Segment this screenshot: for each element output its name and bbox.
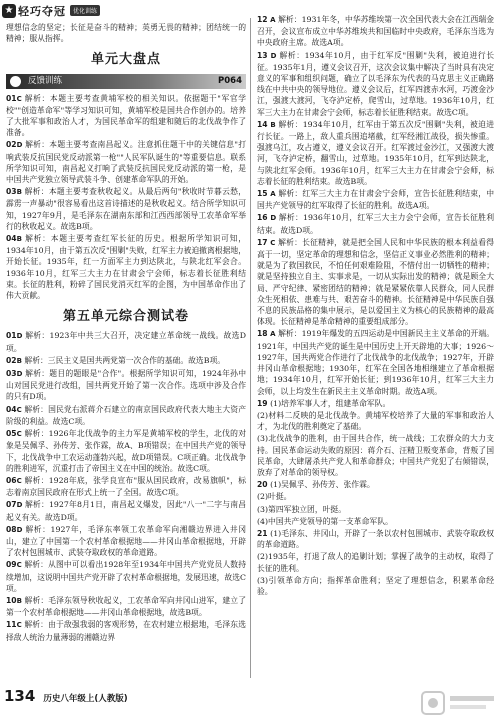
sub-answer: (3)第四军独立团，叶挺。 — [257, 504, 347, 514]
intro-text: 理想信念的坚定；长征是奋斗的精神；英勇无畏的精神；团结统一的精神；服从指挥。 — [6, 23, 246, 44]
answer-item-19: 19 (1)培养军事人才，组建革命军队。 — [257, 398, 391, 408]
answer-item: 02B 解析：三民主义是国共两党第一次合作的基础。故选B项。 — [6, 355, 226, 365]
answer-list-b — [6, 330, 246, 642]
logo-text: 轻巧夺冠 — [18, 4, 66, 18]
sub-answer: (3)北伐战争的胜利，由于国共合作，统一战线；工农群众的大力支持。国民革命运动失败的原因：蒋介石、汪精卫叛变革命，背叛了国民革命，大肆屠杀共产党人和革命群众；中国共产党犯了右倾错误，放弃了对革命的领导权。 — [257, 434, 494, 477]
banner-page-ref: P064 — [218, 75, 242, 86]
right-column — [257, 14, 494, 674]
answer-item: 18 A 解析：1919年爆发的五四运动是中国新民主主义革命的开端。1921年，中国共产党的诞生是中国历史上开天辟地的大事；1926～1927年，国共两党合作进行了北伐战争的北伐战争；1927年，开辟井冈山革命根据地；1930年，红军在全国各地相继建立了革命根据地；1934年10月，红军开始长征；到1936年10月，红军三大主力会师，以上均发生在新民主主义革命时期。故选A项。 — [257, 329, 494, 396]
banner-label: 反馈训练 — [28, 75, 63, 86]
answer-item-20: 20 (1)吴佩孚、孙传芳、张作霖。 — [257, 480, 375, 490]
answer-item: 17 C 解析：长征精神，就是把全国人民和中华民族的根本利益看得高于一切，坚定革命的理想和信念，坚信正义事业必然胜利的精神；就是为了救国救民，不怕任何艰难险阻，不惜付出一切牺牲的精神；就是坚持独立自主、实事求是，一切从实际出发的精神；就是顾全大局、严守纪律、紧密团结的精神；就是紧紧依靠人民群众，同人民群众生死相依、患难与共、艰苦奋斗的精神。长征精神是中华民族自强不息的民族品格的集中展示，是以爱国主义为核心的民族精神的最高体现。长征精神是革命精神的重要组成部分。 — [257, 237, 494, 327]
answer-item: 09C 解析：从图中可以看出1928年至1934年中国共产党党员人数持续增加，这说明中国共产党开辟了农村革命根据地，发展迅速，故选C项。 — [6, 560, 246, 593]
answer-item: 05C 解析：1926年北伐战争的主力军是黄埔军校的学生，北伐的对象是吴佩孚、孙传芳、张作霖，故A、B项错误；在中国共产党的领导下，北伐战争中工农运动蓬勃兴起，故D项错误。C项正确。北伐战争的胜利进军，沉重打击了帝国主义在中国的统治。故选C项。 — [6, 429, 246, 473]
answer-item: 04B 解析：本题主要考查红军长征的历史。根据所学知识可知，1934年10月，由于第五次反"围剿"失败，红军主力被迫撤离根据地，开始长征。1935年，红一方面军主力到达陕北，与陕北红军会合。1936年10月，红军三大主力在甘肃会宁会师，标志着长征胜利结束。长征的胜利，粉碎了国民党消灭红军的企图，为中国革命作出了伟大贡献。 — [6, 234, 246, 301]
answer-item: 04C 解析：国民党右派蒋介石建立的南京国民政府代表大地主大资产阶级的利益。故选C项。 — [6, 404, 246, 426]
answer-item: 16 D 解析：1936年10月，红军三大主力会宁会师，宣告长征胜利结束。故选D项。 — [257, 213, 494, 235]
sub-answer: (4)中国共产党领导的第一支革命军队。 — [257, 516, 393, 526]
answer-item: 02D 解析：本题主要考查南昌起义。注意抓住题干中的关键信息"打响武装反抗国民党反动派第一枪""人民军队诞生的"等重要信息。联系所学知识可知，南昌起义打响了武装反抗国民党反动派的第一枪，是中国共产党独立领导武装斗争、创建革命军队的开始。 — [6, 140, 246, 185]
page-number: 134 — [4, 687, 36, 705]
book-title: 历史八年级上(人教版) — [43, 694, 128, 704]
bullet-icon — [10, 76, 21, 87]
answer-item: 03D 解析：题目的题眼是"合作"。根据所学知识可知，1924年孙中山对国民党进行改组，国共两党开始了第一次合作。选项中涉及合作的只有D项。 — [6, 369, 246, 402]
watermark-logo — [420, 688, 498, 718]
answer-item-21: 21 (1)毛泽东、井冈山，开辟了一条以农村包围城市、武装夺取政权的革命道路。 — [257, 528, 494, 550]
answer-item: 08D 解析：1927年，毛泽东率领工农革命军向湘赣边界进入井冈山，建立了中国第一个农村革命根据地——井冈山革命根据地，开辟了农村包围城市、武装夺取政权的革命道路。 — [6, 524, 246, 558]
answer-item: 12 A 解析：1931年冬，中华苏维埃第一次全国代表大会在江西瑞金召开，会议宣布成立中华苏维埃共和国临时中央政府，毛泽东当选为中央政府主席。故选A项。 — [257, 15, 494, 48]
unit-test-title: 第五单元综合测试卷 — [62, 309, 189, 325]
answer-item: 06C 解析：1928年底，张学良宣布"服从国民政府，改易旗帜"，标志着南京国民政府在形式上统一了全国。故选C项。 — [6, 475, 246, 498]
answer-item: 13 D 解析：1934年10月，由于红军反"围剿"失利，被迫进行长征。1935年1月，遵义会议召开，这次会议集中解决了当时具有决定意义的军事和组织问题，确立了以毛泽东为代表的马克思主义正确路线在中共中央的领导地位。遵义会议后，红军四渡赤水河，巧渡金沙江，强渡大渡河，飞夺泸定桥，爬雪山，过草地。1936年10月，红军三大主力在甘肃会宁会师，标志着长征胜利结束。故选C项。 — [257, 50, 494, 117]
sub-answer: (2)材料二反映的是北伐战争。黄埔军校培养了大量的军事和政治人才，为北伐的胜利奠定了基础。 — [257, 410, 494, 432]
answer-item: 10B 解析：毛泽东领导秋收起义，工农革命军向井冈山进军，建立了第一个农村革命根据地——井冈山革命根据地，故选B项。 — [6, 595, 246, 618]
answer-item: 07D 解析：1927年8月1日，南昌起义爆发，因此"八一"二字与南昌起义有关。故选D项。 — [6, 500, 246, 522]
answer-item: 03B 解析：本题主要考查秋收起义。从最后两句"秋收时节暮云愁，霹雳一声暴动"很容易看出这首诗描述的是秋收起义。结合所学知识可知，1927年9月，是毛泽东在湖南东部和江西西部领导工农革命军举行的秋收起义。故选B项。 — [6, 187, 246, 231]
answer-item: 15 A 解析：红军三大主力在甘肃会宁会师，宣告长征胜利结束，中国共产党领导的红军取得了长征的胜利。故选A项。 — [257, 189, 494, 211]
left-column — [6, 22, 246, 674]
answer-item: 01D 解析：1923年中共三大召开，决定建立革命统一战线。故选D项。 — [6, 331, 246, 353]
answer-item: 14 B 解析：1934年10月，红军由于第五次反"围剿"失利，被迫进行长征。一路上，敌人重兵围追堵截，红军经湘江战役，损失惨重。强渡乌江，攻占遵义，遵义会议召开。红军渡过金沙江，又强渡大渡河，飞夺泸定桥，翻雪山，过草地。1935年10月，红军到达陕北，与陕北红军会师。1936年10月，红军三大主力在甘肃会宁会师，标志着长征的胜利结束。故选B项。 — [257, 119, 494, 186]
star-icon: ★ — [2, 4, 16, 18]
page-footer — [4, 686, 304, 705]
sub-answer: (3)引领革命方向；指挥革命胜利；坚定了理想信念，积累革命经验。 — [257, 575, 494, 596]
logo-sub: 优化训练 — [70, 5, 100, 16]
column-divider — [250, 18, 251, 678]
sub-answer: (2)叶挺。 — [257, 492, 292, 502]
sub-answer: (2)1935年，打退了敌人的追剿计划；掌握了战争的主动权，取得了长征的胜利。 — [257, 552, 494, 573]
brand-logo — [2, 2, 120, 19]
answer-item: 11C 解析：由于敌强我弱的客观形势，在农村建立根据地，毛泽东选择敌人统治力量薄弱的湘赣边界 — [6, 620, 246, 642]
answer-list-a — [6, 93, 246, 302]
feedback-banner — [6, 74, 246, 89]
unit-title: 单元大盘点 — [90, 52, 161, 68]
answer-item: 01C 解析：本题主要考查黄埔军校的相关知识。依据题干"军官学校""创造革命军"等学习知识可知，黄埔军校是国共合作创办的。培养了大批军事和政治人才，为国民革命军的组建和随后的北伐战争作了准备。 — [6, 93, 246, 138]
